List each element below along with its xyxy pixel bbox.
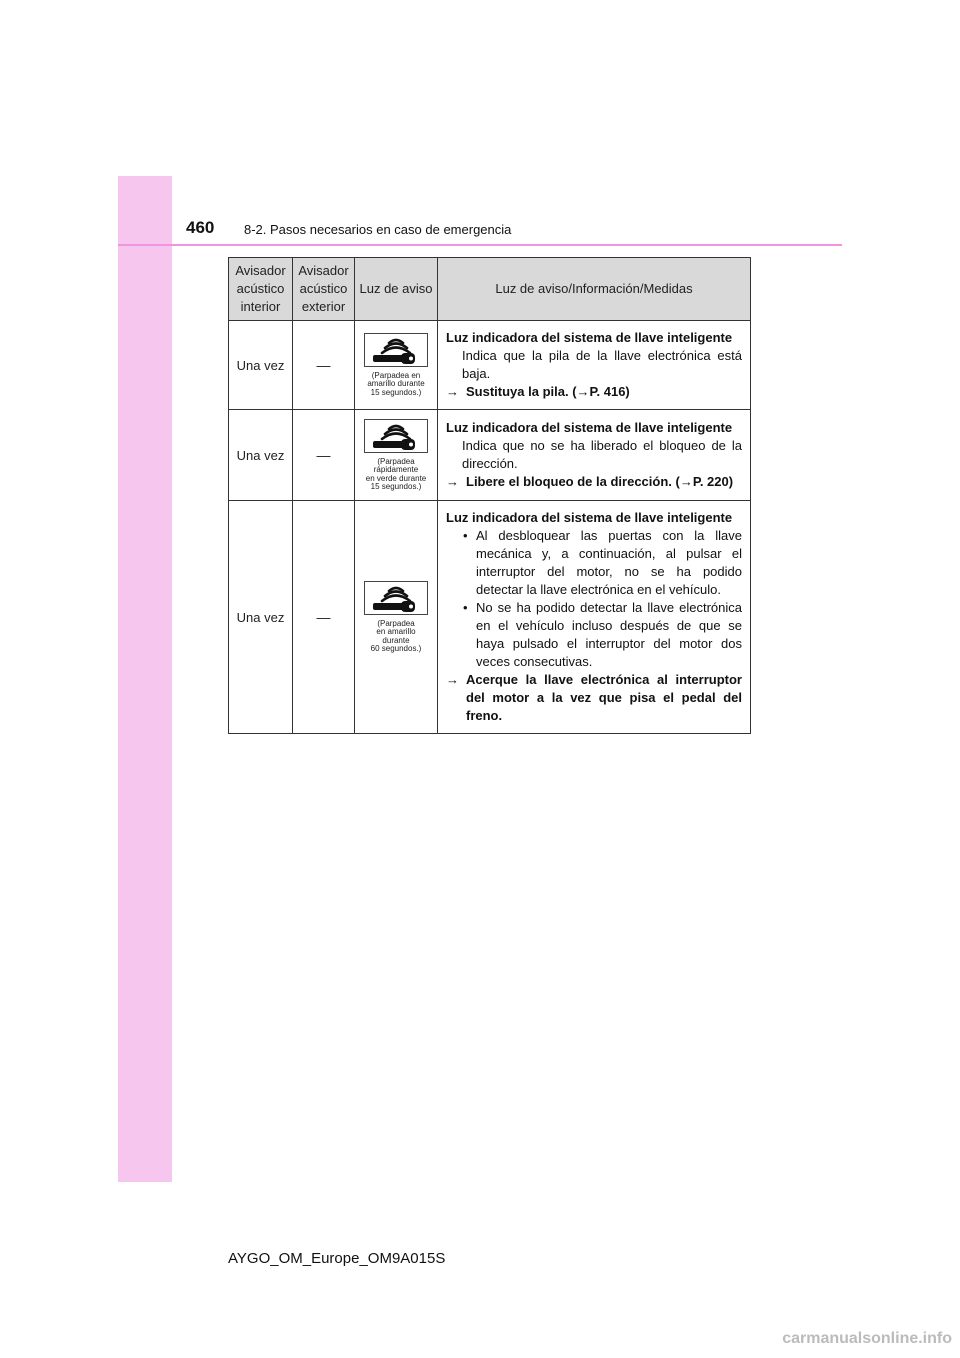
indicator-title: Luz indicadora del sistema de llave inteligente <box>446 420 733 435</box>
exterior-buzzer-cell: — <box>293 501 355 734</box>
warning-light-cell <box>355 410 438 501</box>
information-cell <box>438 321 751 410</box>
table-row <box>229 410 751 501</box>
bullet-list <box>446 527 742 671</box>
icon-caption: (Parpadea en amarillo durante 60 segundos.) <box>370 618 422 653</box>
header-divider <box>118 244 842 246</box>
section-title: 8-2. Pasos necesarios en caso de emergencia <box>244 222 512 237</box>
interior-buzzer-cell: Una vez <box>229 321 293 410</box>
warning-table <box>228 257 751 734</box>
table-row <box>229 501 751 734</box>
smart-key-indicator-icon <box>364 419 428 453</box>
action-text: Acerque la llave electrónica al interruptor del motor a la vez que pisa el pedal del freno. <box>466 672 742 723</box>
arrow-icon: → <box>446 384 459 399</box>
column-header-exterior: Avisador acústico exterior <box>293 258 355 321</box>
warning-light-cell <box>355 501 438 734</box>
indicator-title: Luz indicadora del sistema de llave inteligente <box>446 330 733 345</box>
action-instruction <box>446 671 742 725</box>
side-color-band <box>118 176 172 1182</box>
action-text: Sustituya la pila. (→P. 416) <box>466 384 630 399</box>
list-item: • No se ha podido detectar la llave electrónica en el vehículo incluso después de que se haya pulsado el interruptor del motor dos veces consecutivas. <box>462 599 742 671</box>
smart-key-indicator-icon <box>364 581 428 615</box>
column-header-information: Luz de aviso/Información/Medidas <box>438 258 751 321</box>
table-header-row <box>229 258 751 321</box>
action-instruction <box>446 383 742 401</box>
interior-buzzer-cell: Una vez <box>229 501 293 734</box>
page-number: 460 <box>186 218 215 237</box>
icon-caption: (Parpadea en amarillo durante 15 segundos.) <box>367 370 425 397</box>
watermark: carmanualsonline.info <box>782 1330 952 1347</box>
arrow-icon: → <box>446 474 459 489</box>
information-cell <box>438 501 751 734</box>
column-header-interior: Avisador acústico interior <box>229 258 293 321</box>
list-item: • Al desbloquear las puertas con la llave mecánica y, a continuación, al pulsar el interruptor del motor, no se ha podido detectar la llave electrónica en el vehículo. <box>462 527 742 599</box>
information-cell <box>438 410 751 501</box>
warning-light-cell <box>355 321 438 410</box>
document-code: AYGO_OM_Europe_OM9A015S <box>228 1250 446 1267</box>
smart-key-indicator-icon <box>364 333 428 367</box>
indicator-description: Indica que la pila de la llave electrónica está baja. <box>462 348 742 381</box>
action-text: Libere el bloqueo de la dirección. (→P. 220) <box>466 474 734 489</box>
exterior-buzzer-cell: — <box>293 321 355 410</box>
interior-buzzer-cell: Una vez <box>229 410 293 501</box>
indicator-description: Indica que no se ha liberado el bloqueo de la dirección. <box>462 438 742 471</box>
exterior-buzzer-cell: — <box>293 410 355 501</box>
table-row <box>229 321 751 410</box>
arrow-icon: → <box>446 672 459 687</box>
column-header-warning-light: Luz de aviso <box>355 258 438 321</box>
action-instruction <box>446 473 742 491</box>
icon-caption: (Parpadea rápidamente en verde durante 15 segundos.) <box>365 456 427 491</box>
indicator-title: Luz indicadora del sistema de llave inteligente <box>446 510 733 525</box>
